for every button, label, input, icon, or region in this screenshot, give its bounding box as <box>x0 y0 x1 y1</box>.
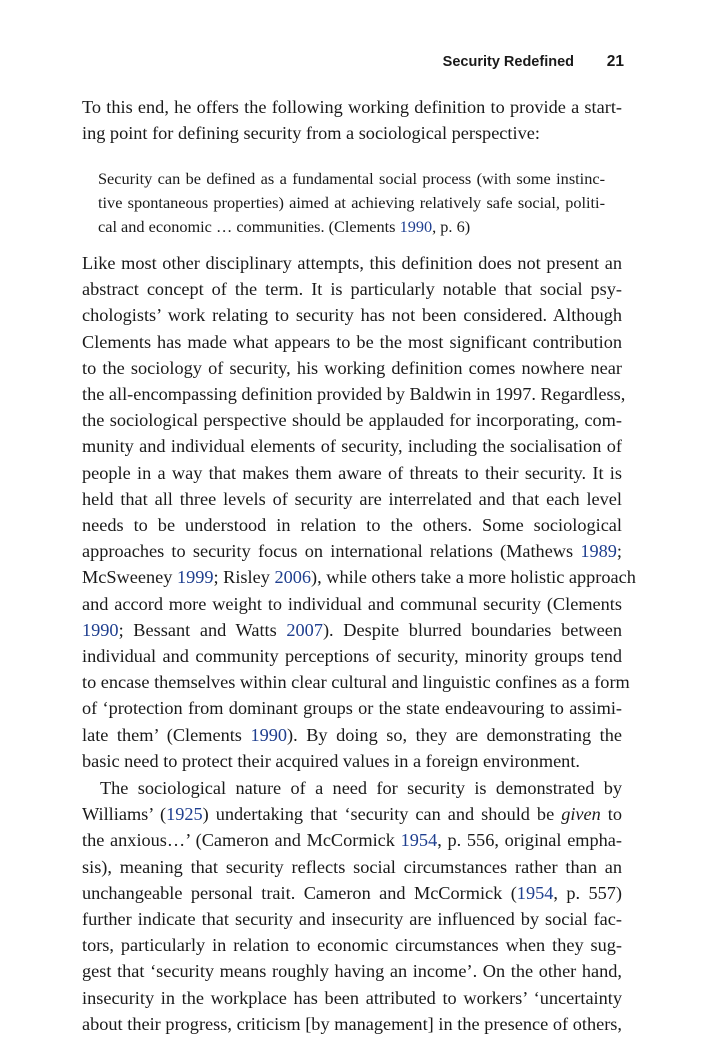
block-quote-line <box>98 191 605 215</box>
citation-link[interactable]: 2007 <box>286 619 323 640</box>
text-run: Williams’ ( <box>82 804 167 825</box>
paragraph-line <box>82 591 622 617</box>
paragraph-line <box>82 695 622 721</box>
paragraph-line <box>82 722 622 748</box>
text-run: the sociological perspective should be applauded for incorporating, com- <box>82 410 622 431</box>
text-run: , p. 557) <box>553 882 622 903</box>
citation-link[interactable]: 1990 <box>82 619 119 640</box>
text-run: further indicate that security and insecurity are influenced by social fac- <box>82 909 622 929</box>
paragraph-line <box>82 381 626 407</box>
paragraph-line <box>82 407 622 433</box>
text-run: gest that ‘security means roughly having an income’. On the other hand, <box>82 961 622 982</box>
paragraph-line <box>82 906 622 932</box>
text-run: tive spontaneous properties) aimed at achieving relatively safe social, politi- <box>98 193 605 212</box>
paragraph-line <box>82 276 622 302</box>
text-run: ) undertaking that ‘security can and should be <box>202 804 562 825</box>
citation-link[interactable]: 1954 <box>516 882 554 903</box>
intro-paragraph-line <box>82 94 622 120</box>
paragraph-line <box>82 643 622 669</box>
paragraph-line <box>82 985 622 1011</box>
text-run: individual and community perceptions of security, minority groups tend <box>82 646 622 666</box>
text-run: of ‘protection from dominant groups or the state endeavouring to assimi- <box>82 698 622 719</box>
text-run: unchangeable personal trait. Cameron and McCormick ( <box>82 882 517 903</box>
text-run: the anxious…’ (Cameron and McCormick <box>82 830 401 851</box>
paragraph-line <box>100 775 622 801</box>
block-quote-line <box>98 215 605 239</box>
paragraph-line <box>82 433 622 459</box>
paragraph-line <box>82 617 622 643</box>
citation-link[interactable]: 1925 <box>166 804 203 825</box>
text-run: people in a way that makes them aware of threats to their security. It is <box>82 462 622 483</box>
text-run: ; Bessant and Watts <box>118 619 287 640</box>
text-run: and accord more weight to individual and communal security (Clements <box>82 593 622 614</box>
text-run: ). By doing so, they are demonstrating the <box>287 724 622 745</box>
paragraph-line <box>82 1011 622 1037</box>
paragraph-line <box>82 564 636 590</box>
text-run: McSweeney <box>82 567 177 588</box>
citation-link[interactable]: 1989 <box>580 541 617 562</box>
intro-paragraph-line <box>82 120 622 146</box>
text-run: insecurity in the workplace has been attributed to workers’ ‘uncertainty <box>82 987 622 1008</box>
paragraph-line <box>82 460 622 486</box>
citation-link[interactable]: 1990 <box>250 724 288 745</box>
text-run: to <box>600 804 622 825</box>
text-run: late them’ (Clements <box>82 724 251 745</box>
text-run: to encase themselves within clear cultural and linguistic confines as a form <box>82 672 630 693</box>
text-run: ing point for defining security from a sociological perspective: <box>82 123 540 143</box>
paragraph-line <box>82 932 622 958</box>
text-run: Security can be defined as a fundamental social process (with some instinc- <box>98 169 605 188</box>
text-run: basic need to protect their acquired values in a foreign environment. <box>82 750 580 771</box>
text-run: sis), meaning that security reflects social circumstances rather than an <box>82 856 622 877</box>
text-run: munity and individual elements of security, including the socialisation of <box>82 436 622 457</box>
paragraph-line <box>82 486 622 512</box>
text-run: ; <box>616 541 622 562</box>
emphasis-text: given <box>561 804 601 825</box>
text-run: abstract concept of the term. It is particularly notable that social psy- <box>82 279 622 300</box>
paragraph-line <box>82 329 622 355</box>
text-run: , p. 556, original empha- <box>437 830 623 851</box>
citation-link[interactable]: 1999 <box>176 567 214 588</box>
text-run: tors, particularly in relation to economic circumstances when they sug- <box>82 935 622 956</box>
paragraph-line <box>82 669 630 695</box>
running-header <box>0 52 704 74</box>
paragraph-line <box>82 958 622 984</box>
paragraph-line <box>82 801 622 827</box>
text-run: about their progress, criticism [by management] in the presence of others, <box>82 1013 622 1034</box>
running-title: Security Redefined <box>442 54 574 70</box>
text-run: held that all three levels of security are interrelated and that each level <box>82 488 622 509</box>
text-run: The sociological nature of a need for security is demonstrated by <box>100 778 622 798</box>
text-run: ; Risley <box>213 567 275 588</box>
text-run: needs to be understood in relation to the others. Some sociological <box>82 515 622 535</box>
text-run: ). Despite blurred boundaries between <box>322 619 622 640</box>
text-run: Clements has made what appears to be the most significant contribution <box>82 331 622 352</box>
text-run: ), while others take a more holistic approach <box>311 567 636 588</box>
paragraph-line <box>82 538 622 564</box>
paragraph-line <box>82 355 622 381</box>
paragraph-line <box>82 827 622 853</box>
citation-link[interactable]: 1990 <box>399 217 433 236</box>
paragraph-line <box>82 854 622 880</box>
block-quote-line <box>98 167 605 191</box>
text-run: , p. 6) <box>432 217 471 236</box>
citation-link[interactable]: 1954 <box>400 830 438 851</box>
citation-link[interactable]: 2006 <box>274 567 312 588</box>
text-run: To this end, he offers the following working definition to provide a start- <box>82 97 622 117</box>
paragraph-line <box>82 748 622 774</box>
paragraph-line <box>82 512 622 538</box>
text-run: to the sociology of security, his working definition comes nowhere near <box>82 357 622 378</box>
page-number: 21 <box>606 53 624 70</box>
text-run: approaches to security focus on international relations (Mathews <box>82 541 581 562</box>
paragraph-line <box>82 880 622 906</box>
text-run: chologists’ work relating to security has not been considered. Although <box>82 305 622 326</box>
text-run: cal and economic … communities. (Clements <box>98 217 400 236</box>
paragraph-line <box>82 250 622 276</box>
text-run: Like most other disciplinary attempts, this definition does not present an <box>82 253 622 273</box>
text-run: the all-encompassing definition provided by Baldwin in 1997. Regardless, <box>82 384 626 404</box>
paragraph-line <box>82 302 622 328</box>
